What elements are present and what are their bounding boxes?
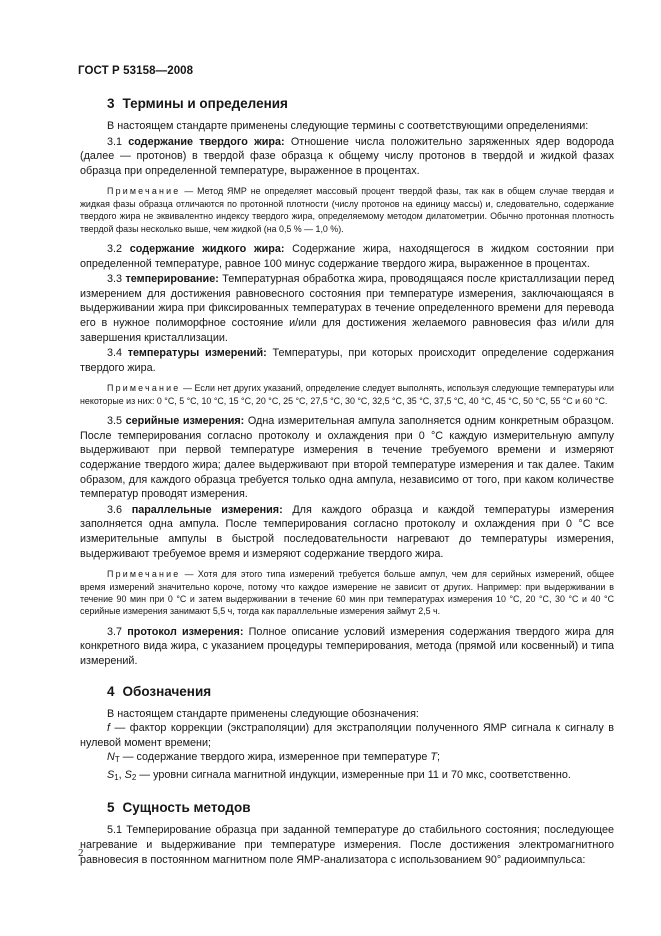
symbol-description: — уровни сигнала магнитной индукции, измеренные при 11 и 70 мкс, соответственно. bbox=[136, 768, 571, 781]
term-3-4 bbox=[80, 346, 614, 375]
section-spacer bbox=[80, 669, 614, 683]
section-spacer bbox=[80, 785, 614, 799]
section-5-heading bbox=[80, 799, 614, 817]
term-number: 3.4 bbox=[107, 347, 123, 360]
symbol-f bbox=[80, 721, 614, 750]
term-number: 3.3 bbox=[107, 273, 123, 286]
term-definition: Для каждого образца и каждой температуры измерения заполняется одна ампула. После темперирования согласно протоколу и охлаждения при 0 °C все измерительные ампулы в быстрой последовательности нагревают до температуры измерения, выдерживают требуемое время и измеряют содержание твердого жира. bbox=[80, 503, 614, 560]
symbol-description: — содержание твердого жира, измеренное при температуре bbox=[119, 751, 431, 764]
term-3-3 bbox=[80, 272, 614, 345]
symbol-s bbox=[80, 768, 614, 786]
term-3-5 bbox=[80, 414, 614, 502]
note-text: — Метод ЯМР не определяет массовый процент твердой фазы, так как в общем случае твердая и жидкая фазы образца отличаются по протонной плотности (числу протонов на единицу массы) и, следовательно, содержание твердого жира не эквивалентно индексу твердого жира, определяемому методом дилатометрии. Обычно протонная плотность твердой фазы несколько выше, чем жидкой (на 0,5 % — 1,0 %). bbox=[80, 186, 615, 234]
note-label: Примечание bbox=[107, 186, 181, 197]
term-definition: Температуры, при которых происходит определение содержания твердого жира. bbox=[80, 347, 614, 374]
term-definition: Содержание жира, находящегося в жидком состоянии при определенной температуре, равное 100 минус содержание твердого жира, выраженное в процентах. bbox=[80, 243, 614, 270]
term-definition: Температурная обработка жира, проводящаяся после кристаллизации перед измерением для достижения равновесного состояния при температуре измерения, заключающаяся в выдерживании жира при фиксированных температурах в течение определенного времени для перевода его в нужное полиморфное состояние и/или для достижения желаемого равновесия фаз и/или для завершения кристаллизации. bbox=[80, 273, 615, 344]
term-3-2 bbox=[80, 242, 614, 271]
note-2 bbox=[80, 382, 614, 407]
section-3-heading bbox=[80, 95, 614, 113]
symbol-end: ; bbox=[437, 751, 440, 764]
section-number: 3 bbox=[107, 96, 115, 111]
page-number: 2 bbox=[78, 847, 84, 859]
term-name: темперирование: bbox=[125, 273, 219, 286]
term-number: 3.1 bbox=[107, 135, 123, 148]
term-definition: Отношение числа положительно заряженных ядер водорода (далее — протонов) в твердой фазе образца к общему числу протонов в твердой и жидкой фазах образца при определенной температуре, выраженное в процентах. bbox=[80, 135, 614, 177]
term-3-6 bbox=[80, 503, 614, 561]
symbol-subscript: T bbox=[114, 755, 120, 765]
symbol: S bbox=[107, 768, 115, 781]
section-3-intro: В настоящем стандарте применены следующие термины с соответствующими определениями: bbox=[107, 120, 589, 132]
symbol-inline: T bbox=[430, 751, 437, 764]
document-header: ГОСТ Р 53158—2008 bbox=[78, 65, 194, 77]
symbol-description: — фактор коррекции (экстраполяции) для экстраполяции полученного ЯМР сигнала к сигналу в нулевой момент времени; bbox=[80, 722, 614, 749]
term-name: содержание жидкого жира: bbox=[129, 243, 285, 255]
term-definition: Одна измерительная ампула заполняется одним конкретным образцом. После темперирования согласно протоколу и охлаждения при 0 °C каждую измерительную ампулу выдерживают при первой температуре измерения в течение требуемого времени и измеряют содержание твердого жира; далее выдерживают при второй температуре измерения и так далее. Таким образом, для каждого образца требуется только одна ампула, независимо от того, при каком количестве температур проводят измерения. bbox=[80, 415, 614, 501]
term-name: температуры измерений: bbox=[127, 347, 267, 360]
section-title: Обозначения bbox=[122, 683, 212, 699]
term-name: содержание твердого жира: bbox=[128, 135, 285, 148]
note-text: — Если нет других указаний, определение следует выполнять, используя следующие температуры или некоторые из них: 0 °C, 5 °C, 10 °C, 15 °C, 20 °C, 25 °C, 27,5 °C, 30 °C, 32,5 °C, 35 °C, 37,5 °C, 40 °C, 45 °C, 50 °C, 55 °C и 60 °C. bbox=[80, 383, 615, 406]
section-title: Сущность методов bbox=[122, 800, 251, 816]
note-text: — Хотя для этого типа измерений требуется больше ампул, чем для серийных измерений, общее время измерений значительно короче, потому что каждое измерение не зависит от других. Например: при выдерживании в течение 90 мин при 0 °C и затем выдерживании в течение 60 мин при температурах измерения 10 °C, 20 °C, 30 °C и 40 °C серийные измерения занимают 5,5 ч, тогда как параллельные измерения займут 2,5 ч. bbox=[80, 569, 615, 617]
symbol-separator: , bbox=[118, 768, 125, 781]
term-number: 3.2 bbox=[107, 243, 123, 255]
term-number: 3.7 bbox=[107, 625, 123, 638]
term-number: 3.6 bbox=[107, 503, 123, 516]
term-name: протокол измерения: bbox=[127, 625, 244, 638]
symbol-nt bbox=[80, 750, 614, 768]
symbol-subscript: 1 bbox=[114, 772, 119, 782]
term-name: серийные измерения: bbox=[125, 415, 245, 428]
symbol: S bbox=[124, 768, 132, 781]
paragraph-5-1: 5.1 Темперирование образца при заданной температуре до стабильного состояния; последующее нагревание и выдерживание при температуре измерения. После достижения электромагнитного равновесия в постоянном магнитном поле ЯМР-анализатора с использованием 90° радиоимпульса: bbox=[80, 824, 614, 866]
note-label: Примечание bbox=[107, 569, 181, 580]
note-3 bbox=[80, 568, 614, 618]
document-body bbox=[80, 95, 614, 867]
note-1 bbox=[80, 185, 614, 235]
term-3-7 bbox=[80, 625, 614, 669]
note-label: Примечание bbox=[107, 383, 181, 394]
section-title: Термины и определения bbox=[122, 96, 288, 111]
section-number: 5 bbox=[107, 800, 115, 816]
section-4-heading bbox=[80, 683, 614, 701]
section-number: 4 bbox=[107, 683, 115, 699]
term-name: параллельные измерения: bbox=[131, 503, 283, 516]
term-3-1 bbox=[80, 135, 614, 179]
term-number: 3.5 bbox=[107, 415, 123, 428]
symbol: N bbox=[107, 751, 115, 764]
section-4-intro: В настоящем стандарте применены следующие обозначения: bbox=[107, 707, 419, 720]
symbol: f bbox=[107, 722, 110, 735]
symbol-subscript: 2 bbox=[131, 772, 137, 782]
term-definition: Полное описание условий измерения содержания твердого жира для конкретного вида жира, с указанием процедуры темперирования, метода (прямой или косвенный) и типа измерений. bbox=[80, 625, 614, 667]
